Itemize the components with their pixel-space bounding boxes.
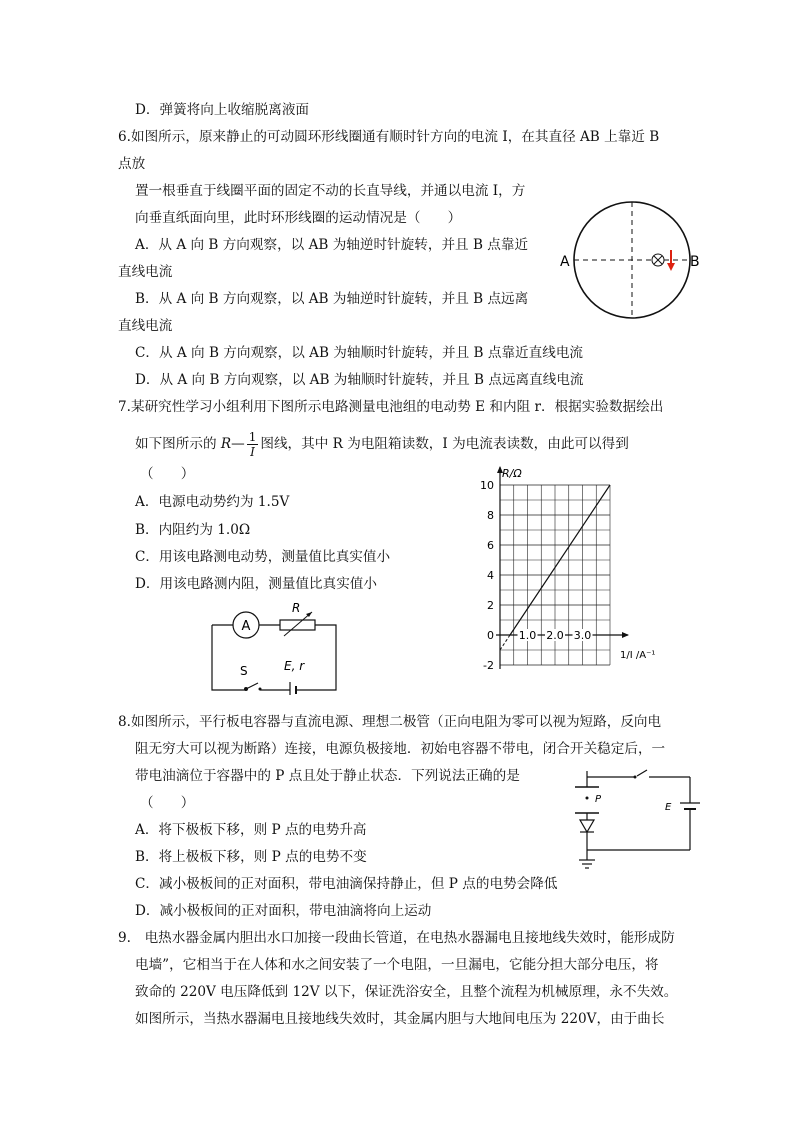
q8-option-a: A．将下极板下移，则 P 点的电势升高 bbox=[135, 822, 367, 838]
q6-option-d: D．从 A 向 B 方向观察，以 AB 为轴顺时针旋转，并且 B 点远离直线电流 bbox=[135, 372, 584, 388]
q5-option-d: D．弹簧将向上收缩脱离液面 bbox=[135, 102, 310, 118]
q6-option-c: C．从 A 向 B 方向观察，以 AB 为轴顺时针旋转，并且 B 点靠近直线电流 bbox=[135, 345, 584, 361]
x-axis-arrow-icon bbox=[622, 632, 629, 638]
oil-drop-p bbox=[586, 797, 589, 800]
q7-circuit bbox=[200, 600, 345, 695]
q7-stem-line-1: 7.某研究性学习小组利用下图所示电路测量电池组的电动势 E 和内阻 r．根据实验数据绘出 bbox=[118, 399, 664, 415]
y-tick-label: 10 bbox=[480, 479, 494, 492]
q6-stem-line-3: 置一根垂直于线圈平面的固定不动的长直导线，并通以电流 I，方 bbox=[135, 183, 526, 199]
q9-line-4: 如图所示，当热水器漏电且接地线失效时，其金属内胆与大地间电压为 220V，由于曲长 bbox=[135, 1011, 665, 1027]
q6-ring-figure bbox=[550, 200, 710, 320]
q7-option-c: C．用该电路测电动势，测量值比真实值小 bbox=[135, 549, 391, 565]
extrapolated-line bbox=[500, 635, 510, 650]
q8-option-d: D．减小极板间的正对面积，带电油滴将向上运动 bbox=[135, 903, 432, 919]
q6-stem-line-1: 6.如图所示，原来静止的可动圆环形线圈通有顺时针方向的电流 I，在其直径 AB 上靠近 B bbox=[118, 129, 660, 145]
resistance-label: R bbox=[292, 601, 301, 615]
x-tick-label: 3.0 bbox=[573, 629, 592, 642]
label-b: B bbox=[690, 254, 700, 270]
q8-option-b: B．将上极板下移，则 P 点的电势不变 bbox=[135, 849, 367, 865]
q7-stem-line-2: 如下图所示的 R— $\frac{1}{I}$ 图线，其中 R 为电阻箱读数，I 为电流表读数，由此可以得到 bbox=[135, 430, 629, 459]
label-a: A bbox=[560, 254, 570, 270]
ammeter-label: A bbox=[241, 619, 251, 634]
q6-option-b: B．从 A 向 B 方向观察，以 AB 为轴逆时针旋转，并且 B 点远离 bbox=[135, 291, 529, 307]
q6-stem-line-2: 点放 bbox=[118, 156, 146, 172]
diode-icon bbox=[580, 820, 594, 832]
q6-option-b-cont: 直线电流 bbox=[118, 318, 173, 334]
y-tick-label: -2 bbox=[483, 659, 494, 672]
label-e: E bbox=[665, 802, 672, 813]
q7-option-b: B．内阻约为 1.0Ω bbox=[135, 522, 251, 538]
q8-answer-blank: （ ） bbox=[140, 795, 195, 811]
q7-answer-blank: （ ） bbox=[140, 466, 195, 482]
q9-line-2: 电墙”，它相当于在人体和水之间安装了一个电阻，一旦漏电，它能分担大部分电压，将 bbox=[135, 957, 659, 973]
label-p: P bbox=[595, 794, 602, 805]
q8-option-c: C．减小极板间的正对面积，带电油滴保持静止，但 P 点的电势会降低 bbox=[135, 876, 558, 892]
y-tick-label: 2 bbox=[487, 599, 494, 612]
x-axis-label: 1/I /A⁻¹ bbox=[620, 650, 655, 661]
switch-icon bbox=[637, 770, 647, 776]
y-axis-label: R/Ω bbox=[502, 467, 522, 480]
y-tick-label: 8 bbox=[487, 509, 494, 522]
y-tick-label: 6 bbox=[487, 539, 494, 552]
q7-graph bbox=[470, 465, 655, 680]
q9-line-1: 9. 电热水器金属内胆出水口加接一段曲长管道，在电热水器漏电且接地线失效时，能形成防 bbox=[118, 930, 675, 946]
fraction-1-over-i: $\frac{1}{I}$ bbox=[248, 430, 257, 459]
q7-option-d: D．用该电路测内阻，测量值比真实值小 bbox=[135, 576, 377, 592]
switch-label: S bbox=[240, 664, 248, 678]
q7-option-a: A．电源电动势约为 1.5V bbox=[135, 494, 290, 510]
q8-stem-line-1: 8.如图所示，平行板电容器与直流电源、理想二极管（正向电阻为零可以视为短路，反向电 bbox=[118, 714, 662, 730]
q6-option-a-cont: 直线电流 bbox=[118, 264, 173, 280]
switch-icon bbox=[246, 683, 258, 689]
battery-label: E, r bbox=[284, 659, 305, 673]
x-tick-label: 1.0 bbox=[518, 629, 537, 642]
y-tick-label: 4 bbox=[487, 569, 494, 582]
q6-stem-line-4: 向垂直纸面向里，此时环形线圈的运动情况是（ ） bbox=[135, 210, 462, 226]
q6-option-a: A．从 A 向 B 方向观察，以 AB 为轴逆时针旋转，并且 B 点靠近 bbox=[135, 237, 529, 253]
y-tick-label: 0 bbox=[487, 629, 494, 642]
q8-stem-line-3: 带电油滴位于容器中的 P 点且处于静止状态．下列说法正确的是 bbox=[135, 768, 520, 784]
q9-line-3: 致命的 220V 电压降低到 12V 以下，保证洗浴安全，且整个流程为机械原理，永不失效。 bbox=[135, 984, 678, 1000]
q8-stem-line-2: 阻无穷大可以视为断路）连接，电源负极接地．初始电容器不带电，闭合开关稳定后，一 bbox=[135, 741, 666, 757]
q8-circuit bbox=[565, 765, 715, 875]
x-tick-label: 2.0 bbox=[546, 629, 564, 642]
